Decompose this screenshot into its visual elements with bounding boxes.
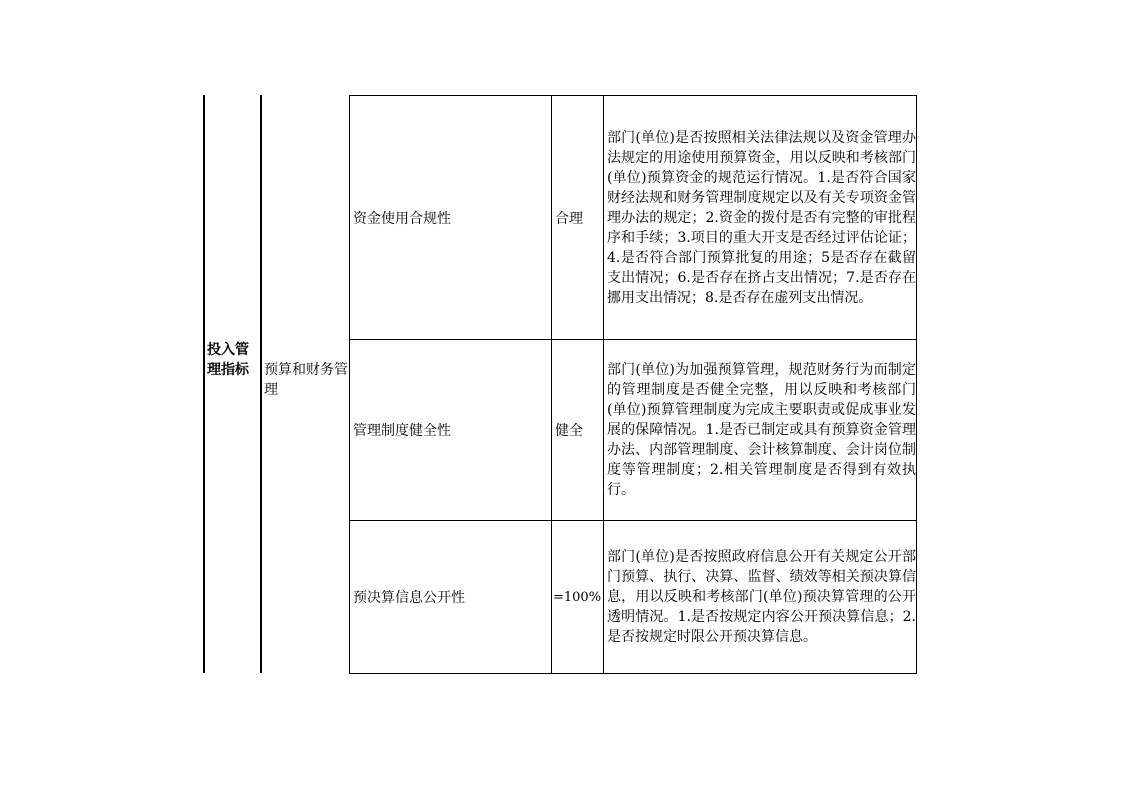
indicator-description: 部门(单位)为加强预算管理，规范财务行为而制定的管理制度是否健全完整，用以反映和考核部门(单位)预算管理制度为完成主要职责或促成事业发展的保障情况。1.是否已制定或具有预算资金管理办法、内部管理制度、会计核算制度、会计岗位制度等管理制度；2.相关管理制度是否得到有效执行。 [604,340,917,521]
subcategory-left-border [260,95,262,673]
indicator-description: 部门(单位)是否按照政府信息公开有关规定公开部门预算、执行、决算、监督、绩效等相关预决算信息，用以反映和考核部门(单位)预决算管理的公开透明情况。1.是否按规定内容公开预决算信息；2.是否按规定时限公开预决算信息。 [604,521,917,674]
category-left-border [203,95,205,673]
indicator-name: 管理制度健全性 [350,340,552,521]
table-row [350,340,917,521]
indicator-description: 部门(单位)是否按照相关法律法规以及资金管理办法规定的用途使用预算资金，用以反映和考核部门(单位)预算资金的规范运行情况。1.是否符合国家财经法规和财务管理制度规定以及有关专项资金管理办法的规定；2.资金的拨付是否有完整的审批程序和手续；3.项目的重大开支是否经过评估论证；4.是否符合部门预算批复的用途；5是否存在截留支出情况；6.是否存在挤占支出情况；7.是否存在挪用支出情况；8.是否存在虚列支出情况。 [604,96,917,340]
subcategory-label: 预算和财务管理 [264,362,348,398]
indicator-standard: 合理 [552,96,604,340]
indicator-table [349,95,917,674]
indicator-standard: =100% [552,521,604,674]
indicator-name: 预决算信息公开性 [350,521,552,674]
table-row [350,96,917,340]
table-row [350,521,917,674]
indicator-name: 资金使用合规性 [350,96,552,340]
indicator-standard: 健全 [552,340,604,521]
category-label: 投入管理指标 [207,342,249,378]
